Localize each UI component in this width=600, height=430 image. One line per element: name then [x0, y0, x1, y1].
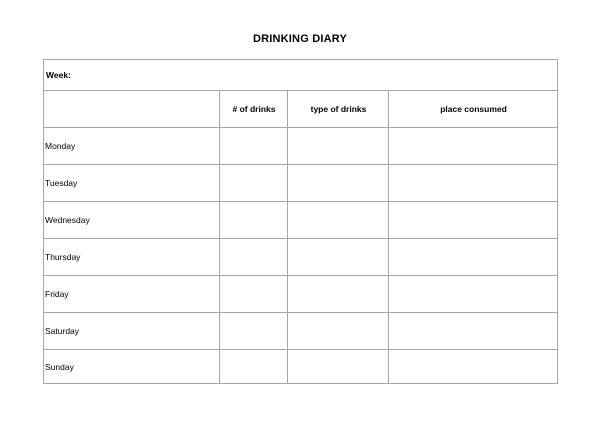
day-row-friday: [44, 276, 558, 313]
header-place-consumed: place consumed: [389, 91, 558, 128]
day-row-sunday: [44, 350, 558, 384]
day-row-wednesday: [44, 202, 558, 239]
week-label[interactable]: Week:: [44, 60, 558, 91]
cell-saturday-num-drinks[interactable]: [220, 313, 288, 350]
header-row: [44, 91, 558, 128]
day-label-sunday: Sunday: [44, 350, 220, 384]
cell-saturday-type-drinks[interactable]: [288, 313, 389, 350]
drinking-diary-table: [43, 59, 558, 384]
day-label-saturday: Saturday: [44, 313, 220, 350]
cell-thursday-num-drinks[interactable]: [220, 239, 288, 276]
cell-friday-num-drinks[interactable]: [220, 276, 288, 313]
header-num-drinks: # of drinks: [220, 91, 288, 128]
header-type-drinks: type of drinks: [288, 91, 389, 128]
cell-thursday-place[interactable]: [389, 239, 558, 276]
cell-tuesday-type-drinks[interactable]: [288, 165, 389, 202]
cell-sunday-type-drinks[interactable]: [288, 350, 389, 384]
cell-wednesday-type-drinks[interactable]: [288, 202, 389, 239]
cell-sunday-place[interactable]: [389, 350, 558, 384]
cell-friday-place[interactable]: [389, 276, 558, 313]
day-label-tuesday: Tuesday: [44, 165, 220, 202]
cell-tuesday-place[interactable]: [389, 165, 558, 202]
day-row-saturday: [44, 313, 558, 350]
cell-tuesday-num-drinks[interactable]: [220, 165, 288, 202]
cell-monday-num-drinks[interactable]: [220, 128, 288, 165]
week-row: [44, 60, 558, 91]
cell-saturday-place[interactable]: [389, 313, 558, 350]
cell-friday-type-drinks[interactable]: [288, 276, 389, 313]
header-day-column: [44, 91, 220, 128]
cell-wednesday-num-drinks[interactable]: [220, 202, 288, 239]
day-row-monday: [44, 128, 558, 165]
cell-monday-type-drinks[interactable]: [288, 128, 389, 165]
page-title: DRINKING DIARY: [252, 33, 348, 45]
day-row-thursday: [44, 239, 558, 276]
day-label-friday: Friday: [44, 276, 220, 313]
day-label-thursday: Thursday: [44, 239, 220, 276]
day-label-monday: Monday: [44, 128, 220, 165]
cell-sunday-num-drinks[interactable]: [220, 350, 288, 384]
cell-thursday-type-drinks[interactable]: [288, 239, 389, 276]
cell-monday-place[interactable]: [389, 128, 558, 165]
day-label-wednesday: Wednesday: [44, 202, 220, 239]
day-row-tuesday: [44, 165, 558, 202]
cell-wednesday-place[interactable]: [389, 202, 558, 239]
